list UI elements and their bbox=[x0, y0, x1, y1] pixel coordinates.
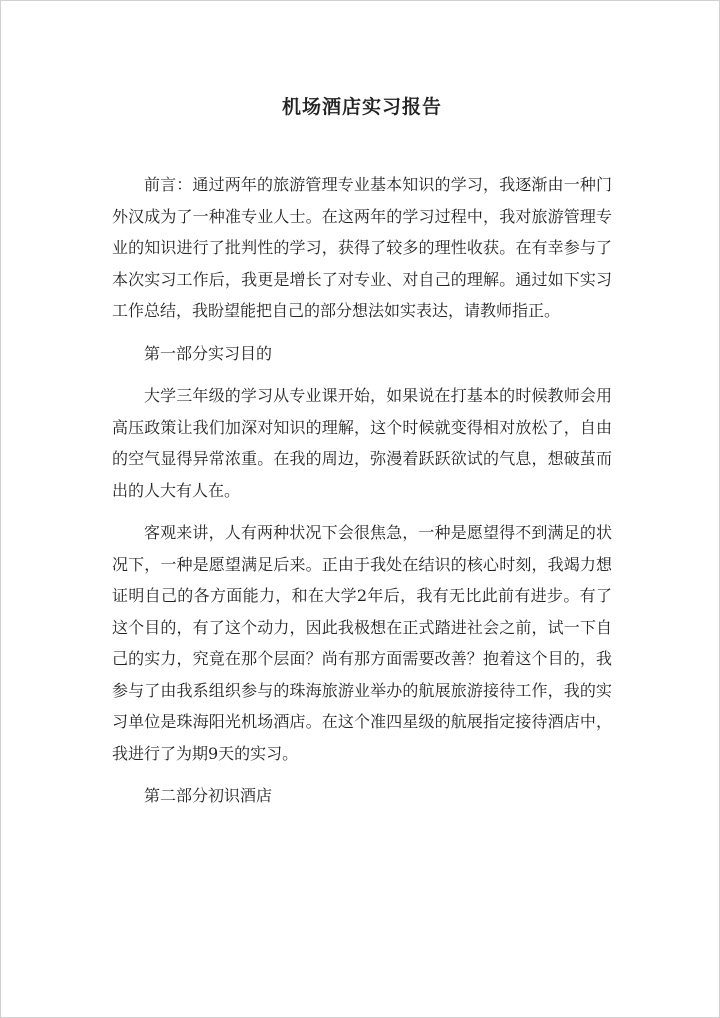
body-paragraph: 客观来讲，人有两种状况下会很焦急，一种是愿望得不到满足的状况下，一种是愿望满足后来。正由于我处在结识的核心时刻，我竭力想证明自己的各方面能力，和在大学2年后，我有无比此前有进步。有了这个目的，有了这个动力，因此我极想在正式踏进社会之前，试一下自己的实力，究竟在那个层面？尚有那方面需要改善？抱着这个目的，我参与了由我系组织参与的珠海旅游业举办的航展旅游接待工作，我的实习单位是珠海阳光机场酒店。在这个准四星级的航展指定接待酒店中，我进行了为期9天的实习。 bbox=[112, 523, 612, 763]
document-body bbox=[112, 93, 612, 823]
preface-paragraph: 前言：通过两年的旅游管理专业基本知识的学习，我逐渐由一种门外汉成为了一种准专业人士。在这两年的学习过程中，我对旅游管理专业的知识进行了批判性的学习，获得了较多的理性收获。在有幸参与了本次实习工作后，我更是增长了对专业、对自己的理解。通过如下实习工作总结，我盼望能把自己的部分想法如实表达，请教师指正。 bbox=[112, 175, 612, 320]
section-heading-purpose: 第一部分实习目的 bbox=[144, 343, 273, 363]
section-heading-hotel: 第二部分初识酒店 bbox=[144, 786, 273, 805]
body-paragraph: 大学三年级的学习从专业课开始，如果说在打基本的时候教师会用高压政策让我们加深对知识的理解，这个时候就变得相对放松了，自由的空气显得异常浓重。在我的周边，弥漫着跃跃欲试的气息，想破茧而出的人大有人在。 bbox=[112, 386, 612, 500]
document-title: 机场酒店实习报告 bbox=[281, 96, 442, 118]
